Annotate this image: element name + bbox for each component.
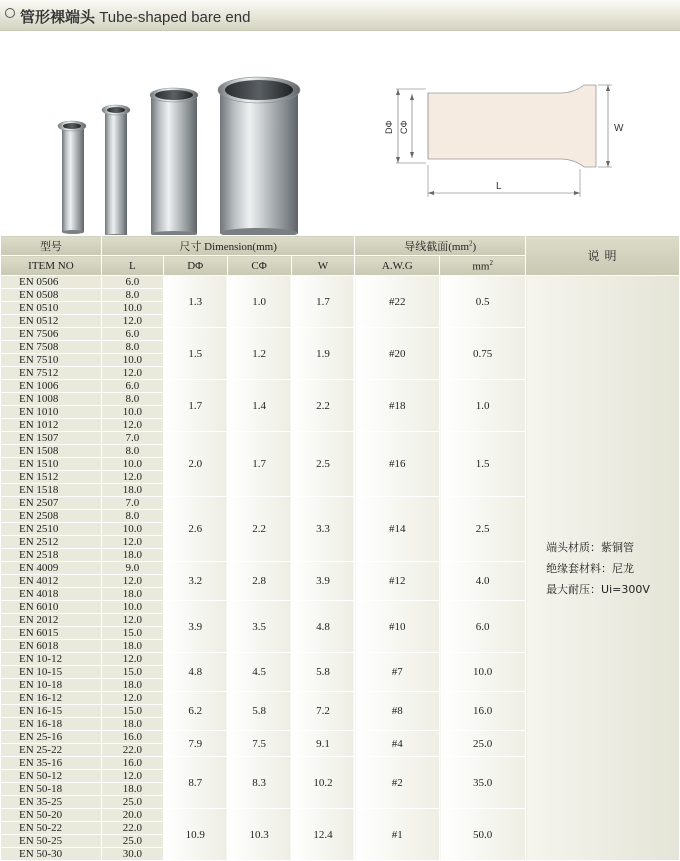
diameter-d: 2.6 xyxy=(163,497,227,562)
header-item-no: ITEM NO xyxy=(1,256,102,276)
item-no: EN 4009 xyxy=(1,562,102,575)
length-l: 22.0 xyxy=(101,822,163,835)
item-no: EN 35-16 xyxy=(1,757,102,770)
awg-size: #2 xyxy=(355,757,440,809)
item-no: EN 7508 xyxy=(1,341,102,354)
length-l: 12.0 xyxy=(101,471,163,484)
note-line: 端头材质：紫铜管 xyxy=(546,540,635,554)
ferrule-dimension-drawing xyxy=(384,85,624,197)
length-l: 6.0 xyxy=(101,276,163,289)
length-l: 18.0 xyxy=(101,679,163,692)
diameter-c: 1.4 xyxy=(227,380,291,432)
label-d-phi: DΦ xyxy=(384,120,394,134)
length-l: 15.0 xyxy=(101,627,163,640)
length-l: 8.0 xyxy=(101,445,163,458)
specification-table xyxy=(0,235,680,861)
length-l: 7.0 xyxy=(101,432,163,445)
item-no: EN 1008 xyxy=(1,393,102,406)
header-dimension: 尺寸 Dimension(mm) xyxy=(101,236,355,256)
awg-size: #16 xyxy=(355,432,440,497)
diameter-c: 4.5 xyxy=(227,653,291,692)
diameter-d: 1.7 xyxy=(163,380,227,432)
length-l: 18.0 xyxy=(101,640,163,653)
length-l: 8.0 xyxy=(101,289,163,302)
item-no: EN 10-15 xyxy=(1,666,102,679)
item-no: EN 16-12 xyxy=(1,692,102,705)
cross-section-mm2: 16.0 xyxy=(440,692,526,731)
item-no: EN 1006 xyxy=(1,380,102,393)
length-l: 25.0 xyxy=(101,796,163,809)
cross-section-mm2: 1.5 xyxy=(440,432,526,497)
item-no: EN 10-18 xyxy=(1,679,102,692)
diameter-c: 2.8 xyxy=(227,562,291,601)
cross-section-mm2: 0.75 xyxy=(440,328,526,380)
table-row xyxy=(1,276,680,289)
header-col-d: DΦ xyxy=(163,256,227,276)
diameter-d: 2.0 xyxy=(163,432,227,497)
length-l: 10.0 xyxy=(101,601,163,614)
length-l: 18.0 xyxy=(101,549,163,562)
diameter-c: 8.3 xyxy=(227,757,291,809)
item-no: EN 7510 xyxy=(1,354,102,367)
length-l: 9.0 xyxy=(101,562,163,575)
length-l: 10.0 xyxy=(101,354,163,367)
length-l: 15.0 xyxy=(101,666,163,679)
cross-section-mm2: 10.0 xyxy=(440,653,526,692)
length-l: 18.0 xyxy=(101,484,163,497)
item-no: EN 1507 xyxy=(1,432,102,445)
cross-section-mm2: 1.0 xyxy=(440,380,526,432)
length-l: 18.0 xyxy=(101,718,163,731)
cross-section-mm2: 4.0 xyxy=(440,562,526,601)
header-col-l: L xyxy=(101,256,163,276)
product-illustration xyxy=(0,31,680,235)
item-no: EN 1508 xyxy=(1,445,102,458)
width-w: 3.9 xyxy=(291,562,355,601)
item-no: EN 35-25 xyxy=(1,796,102,809)
width-w: 1.7 xyxy=(291,276,355,328)
length-l: 16.0 xyxy=(101,731,163,744)
length-l: 12.0 xyxy=(101,614,163,627)
diameter-d: 4.8 xyxy=(163,653,227,692)
diameter-c: 10.3 xyxy=(227,809,291,861)
width-w: 12.4 xyxy=(291,809,355,861)
item-no: EN 2510 xyxy=(1,523,102,536)
length-l: 10.0 xyxy=(101,523,163,536)
length-l: 12.0 xyxy=(101,536,163,549)
item-no: EN 6015 xyxy=(1,627,102,640)
length-l: 30.0 xyxy=(101,848,163,861)
item-no: EN 25-16 xyxy=(1,731,102,744)
item-no: EN 4012 xyxy=(1,575,102,588)
width-w: 9.1 xyxy=(291,731,355,757)
item-no: EN 0506 xyxy=(1,276,102,289)
cross-section-mm2: 25.0 xyxy=(440,731,526,757)
illustration-svg xyxy=(0,31,680,235)
length-l: 12.0 xyxy=(101,653,163,666)
title-en: Tube-shaped bare end xyxy=(99,9,251,26)
awg-size: #18 xyxy=(355,380,440,432)
ferrule-photo-xlarge xyxy=(218,77,300,235)
header-wire-section: 导线截面$(mm^2)$ xyxy=(355,236,526,256)
item-no: EN 2508 xyxy=(1,510,102,523)
cross-section-mm2: 0.5 xyxy=(440,276,526,328)
item-no: EN 1510 xyxy=(1,458,102,471)
ferrule-photo-small xyxy=(58,121,86,234)
header-col-awg: A.W.G xyxy=(355,256,440,276)
length-l: 12.0 xyxy=(101,367,163,380)
length-l: 16.0 xyxy=(101,757,163,770)
length-l: 12.0 xyxy=(101,575,163,588)
header-col-mm2: $mm^2$ xyxy=(440,256,526,276)
item-no: EN 1012 xyxy=(1,419,102,432)
diameter-d: 7.9 xyxy=(163,731,227,757)
item-no: EN 2512 xyxy=(1,536,102,549)
awg-size: #1 xyxy=(355,809,440,861)
header-col-c: CΦ xyxy=(227,256,291,276)
diameter-c: 1.7 xyxy=(227,432,291,497)
cross-section-mm2: 2.5 xyxy=(440,497,526,562)
item-no: EN 50-18 xyxy=(1,783,102,796)
awg-size: #20 xyxy=(355,328,440,380)
diameter-c: 5.8 xyxy=(227,692,291,731)
diameter-d: 1.3 xyxy=(163,276,227,328)
item-no: EN 0508 xyxy=(1,289,102,302)
length-l: 6.0 xyxy=(101,328,163,341)
awg-size: #22 xyxy=(355,276,440,328)
ferrule-photo-medium xyxy=(102,105,130,235)
length-l: 12.0 xyxy=(101,692,163,705)
length-l: 12.0 xyxy=(101,419,163,432)
item-no: EN 50-25 xyxy=(1,835,102,848)
length-l: 10.0 xyxy=(101,302,163,315)
length-l: 8.0 xyxy=(101,510,163,523)
ferrule-photo-large xyxy=(150,88,198,235)
item-no: EN 2518 xyxy=(1,549,102,562)
note-line: 绝缘套材料：尼龙 xyxy=(546,561,635,575)
cross-section-mm2: 6.0 xyxy=(440,601,526,653)
item-no: EN 50-20 xyxy=(1,809,102,822)
section-header xyxy=(0,0,680,31)
diameter-d: 6.2 xyxy=(163,692,227,731)
item-no: EN 2012 xyxy=(1,614,102,627)
length-l: 10.0 xyxy=(101,406,163,419)
width-w: 7.2 xyxy=(291,692,355,731)
item-no: EN 1518 xyxy=(1,484,102,497)
length-l: 8.0 xyxy=(101,393,163,406)
length-l: 18.0 xyxy=(101,588,163,601)
awg-size: #14 xyxy=(355,497,440,562)
item-no: EN 50-22 xyxy=(1,822,102,835)
title-cn: 管形裸端头 xyxy=(20,9,96,26)
item-no: EN 1010 xyxy=(1,406,102,419)
section-title xyxy=(20,6,250,27)
length-l: 25.0 xyxy=(101,835,163,848)
item-no: EN 2507 xyxy=(1,497,102,510)
width-w: 4.8 xyxy=(291,601,355,653)
awg-size: #8 xyxy=(355,692,440,731)
width-w: 3.3 xyxy=(291,497,355,562)
width-w: 2.2 xyxy=(291,380,355,432)
item-no: EN 6018 xyxy=(1,640,102,653)
diameter-d: 1.5 xyxy=(163,328,227,380)
diameter-c: 1.0 xyxy=(227,276,291,328)
header-model: 型号 xyxy=(1,236,102,256)
item-no: EN 7512 xyxy=(1,367,102,380)
length-l: 15.0 xyxy=(101,705,163,718)
note-line: 最大耐压：Ui=300V xyxy=(546,582,650,596)
table-body xyxy=(1,276,680,861)
length-l: 20.0 xyxy=(101,809,163,822)
length-l: 18.0 xyxy=(101,783,163,796)
length-l: 22.0 xyxy=(101,744,163,757)
length-l: 8.0 xyxy=(101,341,163,354)
diameter-d: 10.9 xyxy=(163,809,227,861)
awg-size: #10 xyxy=(355,601,440,653)
header-col-w: W xyxy=(291,256,355,276)
label-c-phi: CΦ xyxy=(399,120,409,134)
length-l: 10.0 xyxy=(101,458,163,471)
item-no: EN 1512 xyxy=(1,471,102,484)
item-no: EN 16-18 xyxy=(1,718,102,731)
diameter-c: 7.5 xyxy=(227,731,291,757)
item-no: EN 25-22 xyxy=(1,744,102,757)
width-w: 2.5 xyxy=(291,432,355,497)
cross-section-mm2: 50.0 xyxy=(440,809,526,861)
notes-cell xyxy=(526,276,680,861)
diameter-c: 2.2 xyxy=(227,497,291,562)
item-no: EN 0512 xyxy=(1,315,102,328)
circle-bullet-icon xyxy=(5,8,15,18)
item-no: EN 16-15 xyxy=(1,705,102,718)
awg-size: #7 xyxy=(355,653,440,692)
header-note: 说 明 xyxy=(526,236,680,276)
label-w: W xyxy=(614,123,624,134)
width-w: 5.8 xyxy=(291,653,355,692)
width-w: 1.9 xyxy=(291,328,355,380)
width-w: 10.2 xyxy=(291,757,355,809)
item-no: EN 0510 xyxy=(1,302,102,315)
length-l: 12.0 xyxy=(101,770,163,783)
diameter-c: 1.2 xyxy=(227,328,291,380)
item-no: EN 4018 xyxy=(1,588,102,601)
diameter-d: 3.9 xyxy=(163,601,227,653)
item-no: EN 10-12 xyxy=(1,653,102,666)
length-l: 6.0 xyxy=(101,380,163,393)
length-l: 7.0 xyxy=(101,497,163,510)
awg-size: #4 xyxy=(355,731,440,757)
item-no: EN 50-12 xyxy=(1,770,102,783)
item-no: EN 7506 xyxy=(1,328,102,341)
item-no: EN 6010 xyxy=(1,601,102,614)
label-l: L xyxy=(496,181,502,192)
item-no: EN 50-30 xyxy=(1,848,102,861)
awg-size: #12 xyxy=(355,562,440,601)
diameter-d: 8.7 xyxy=(163,757,227,809)
length-l: 12.0 xyxy=(101,315,163,328)
diameter-c: 3.5 xyxy=(227,601,291,653)
cross-section-mm2: 35.0 xyxy=(440,757,526,809)
diameter-d: 3.2 xyxy=(163,562,227,601)
